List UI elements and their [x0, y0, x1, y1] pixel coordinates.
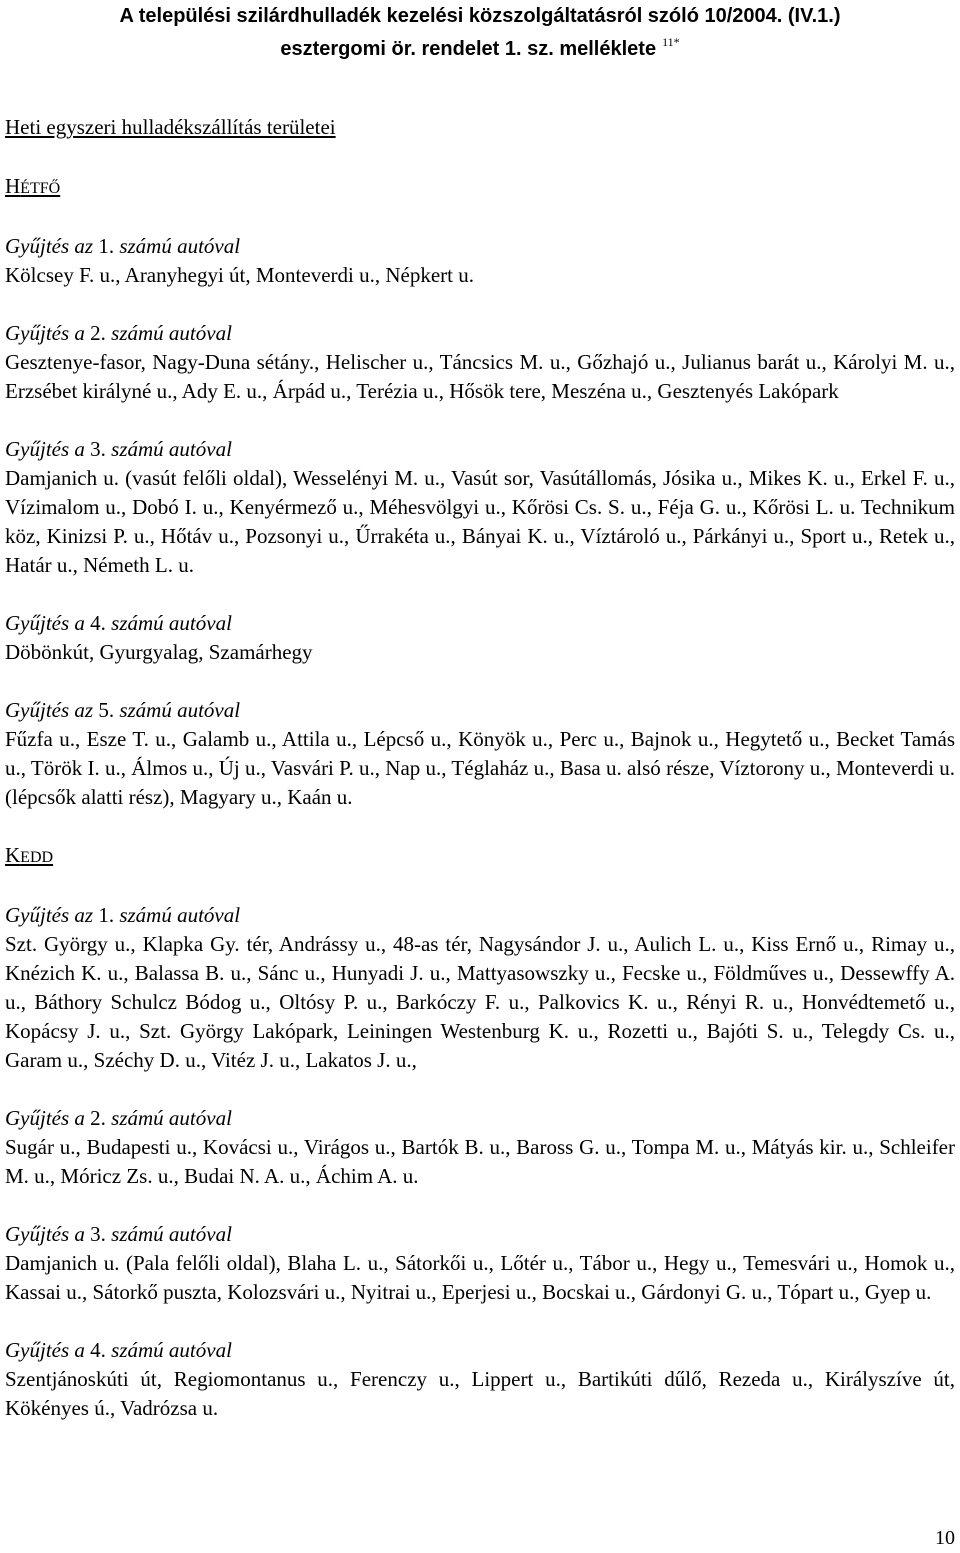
section-streets: Sugár u., Budapesti u., Kovácsi u., Virágos u., Bartók B. u., Baross G. u., Tompa M. u., Mátyás kir. u., Schleifer M. u., Móricz Zs. u., Budai N. A. u., Áchim A. u.: [5, 1135, 955, 1188]
day-heading-rest: EDD: [20, 849, 54, 866]
section-label-prefix: Gyűjtés az: [5, 234, 99, 258]
section-label-suffix: számú autóval: [105, 437, 232, 461]
collection-section: [5, 696, 955, 812]
collection-section: [5, 1220, 955, 1307]
section-streets: Kölcsey F. u., Aranyhegyi út, Monteverdi u., Népkert u.: [5, 263, 474, 287]
section-label: [5, 1220, 955, 1249]
section-label-number: 3.: [90, 1222, 106, 1246]
section-label-prefix: Gyűjtés az: [5, 903, 99, 927]
section-label-prefix: Gyűjtés a: [5, 1338, 91, 1362]
section-label-suffix: számú autóval: [105, 1106, 232, 1130]
collection-section: [5, 901, 955, 1075]
section-label: [5, 319, 955, 348]
day-heading-first-letter: K: [5, 843, 21, 867]
day-heading-hetfo: [5, 172, 955, 203]
section-streets: Damjanich u. (vasút felőli oldal), Wesselényi M. u., Vasút sor, Vasútállomás, Jósika u., Mikes K. u., Erkel F. u., Vízimalom u., Dobó I. u., Kenyérmező u., Méhesvölgyi u., Kőrösi Cs. S. u., Féja G. u., Kőrösi L. u. Technikum köz, Kinizsi P. u., Hőtáv u., Pozsonyi u., Űrrakéta u., Bányai K. u., Víztároló u., Párkányi u., Sport u., Retek u., Határ u., Németh L. u.: [5, 466, 955, 577]
section-streets: Döbönkút, Gyurgyalag, Szamárhegy: [5, 640, 313, 664]
document-header: [0, 3, 960, 62]
section-label-number: 1.: [98, 903, 115, 927]
day-heading-first-letter: H: [5, 174, 21, 198]
section-label: [5, 1336, 955, 1365]
section-label: [5, 1104, 955, 1133]
collection-section: [5, 435, 955, 580]
section-label-number: 5.: [98, 698, 115, 722]
section-streets: Szt. György u., Klapka Gy. tér, Andrássy u., 48-as tér, Nagysándor J. u., Aulich L. u., Kiss Ernő u., Rimay u., Knézich K. u., Balassa B. u., Sánc u., Hunyadi J. u., Mattyasowszky u., Fecske u., Földműves u., Dessewffy A. u., Báthory Schulcz Bódog u., Oltósy P. u., Barkóczy F. u., Palkovics K. u., Rényi R. u., Honvédtemető u., Kopácsy J. u., Szt. György Lakópark, Leiningen Westenburg K. u., Rozetti u., Bajóti S. u., Telegdy Cs. u., Garam u., Széchy D. u., Vitéz J. u., Lakatos J. u.,: [5, 932, 955, 1072]
section-label-number: 2.: [90, 1106, 106, 1130]
footnote-mark: 11*: [662, 35, 680, 49]
main-content: [5, 113, 955, 1452]
section-label-number: 4.: [90, 1338, 106, 1362]
page-number: 10: [935, 1527, 955, 1549]
section-label-prefix: Gyűjtés az: [5, 698, 99, 722]
section-label-suffix: számú autóval: [105, 1222, 232, 1246]
collection-section: [5, 232, 955, 290]
section-label: [5, 696, 955, 725]
section-label-prefix: Gyűjtés a: [5, 437, 91, 461]
document-subtitle: Heti egyszeri hulladékszállítás területei: [5, 115, 336, 139]
collection-section: [5, 609, 955, 667]
day-heading-rest: ÉTFŐ: [20, 180, 61, 197]
section-streets: Fűzfa u., Esze T. u., Galamb u., Attila u., Lépcső u., Könyök u., Perc u., Bajnok u., Hegytető u., Becket Tamás u., Török I. u., Álmos u., Új u., Vasvári P. u., Nap u., Téglaház u., Basa u. alsó része, Víztorony u., Monteverdi u. (lépcsők alatti rész), Magyary u., Kaán u.: [5, 727, 955, 809]
section-label-number: 3.: [90, 437, 106, 461]
collection-section: [5, 1336, 955, 1423]
section-label: [5, 435, 955, 464]
section-label-prefix: Gyűjtés a: [5, 321, 91, 345]
section-label-suffix: számú autóval: [114, 234, 241, 258]
section-label-prefix: Gyűjtés a: [5, 1106, 91, 1130]
section-label-prefix: Gyűjtés a: [5, 1222, 91, 1246]
section-label-suffix: számú autóval: [105, 1338, 232, 1362]
section-label-number: 1.: [98, 234, 115, 258]
section-label-number: 2.: [90, 321, 106, 345]
section-label-suffix: számú autóval: [114, 903, 241, 927]
section-label-suffix: számú autóval: [105, 611, 232, 635]
header-line-1: A települési szilárdhulladék kezelési közszolgáltatásról szóló 10/2004. (IV.1.): [119, 5, 841, 27]
section-label-suffix: számú autóval: [105, 321, 232, 345]
section-label-number: 4.: [90, 611, 106, 635]
section-label: [5, 609, 955, 638]
section-streets: Szentjánoskúti út, Regiomontanus u., Ferenczy u., Lippert u., Bartikúti dűlő, Rezeda u., Királyszíve út, Kökényes ú., Vadrózsa u.: [5, 1367, 955, 1420]
section-label-prefix: Gyűjtés a: [5, 611, 91, 635]
day-heading-kedd: [5, 841, 955, 872]
section-label-suffix: számú autóval: [114, 698, 241, 722]
section-streets: Damjanich u. (Pala felőli oldal), Blaha L. u., Sátorkői u., Lőtér u., Tábor u., Hegy u., Temesvári u., Homok u., Kassai u., Sátorkő puszta, Kolozsvári u., Nyitrai u., Eperjesi u., Bocskai u., Gárdonyi G. u., Tópart u., Gyep u.: [5, 1251, 955, 1304]
header-line-2-text: esztergomi ör. rendelet 1. sz. melléklete: [280, 38, 657, 60]
section-label: [5, 901, 955, 930]
header-line-2: [0, 29, 960, 62]
section-streets: Gesztenye-fasor, Nagy-Duna sétány., Helischer u., Táncsics M. u., Gőzhajó u., Julianus barát u., Károlyi M. u., Erzsébet királyné u., Ady E. u., Árpád u., Terézia u., Hősök tere, Meszéna u., Gesztenyés Lakópark: [5, 350, 955, 403]
collection-section: [5, 1104, 955, 1191]
section-label: [5, 232, 955, 261]
collection-section: [5, 319, 955, 406]
